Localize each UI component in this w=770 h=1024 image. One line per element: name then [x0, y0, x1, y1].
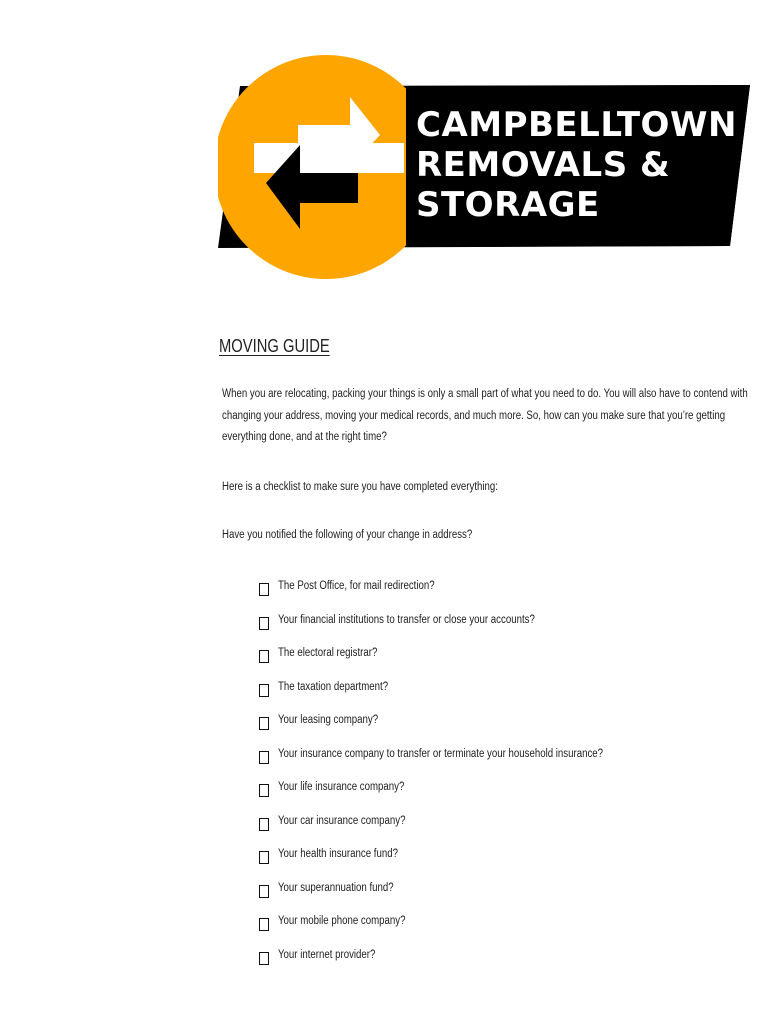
- intro-line: When you are relocating, packing your things is only a small part of what you need to do. You will also have to contend with: [222, 388, 748, 400]
- checkbox[interactable]: [259, 784, 269, 797]
- checklist-label: Your car insurance company?: [278, 814, 406, 827]
- address-question: Have you notified the following of your change in address?: [222, 529, 473, 541]
- logo-line-1: CAMPBELLTOWN: [416, 105, 737, 145]
- checkbox[interactable]: [259, 885, 269, 898]
- checklist-item: [259, 845, 665, 879]
- checkbox[interactable]: [259, 583, 269, 596]
- intro-line: changing your address, moving your medical records, and much more. So, how can you make sure that you’re getting: [222, 409, 726, 422]
- intro-paragraph: [222, 384, 748, 449]
- checkbox[interactable]: [259, 650, 269, 663]
- checklist-label: Your superannuation fund?: [278, 881, 394, 894]
- logo-text: [416, 105, 737, 225]
- checkbox[interactable]: [259, 684, 269, 697]
- checkbox[interactable]: [259, 818, 269, 831]
- logo-line-2: REMOVALS &: [416, 145, 671, 185]
- checkbox[interactable]: [259, 751, 269, 764]
- logo-stripe: [254, 143, 404, 173]
- checklist-label: Your leasing company?: [278, 714, 379, 726]
- checkbox[interactable]: [259, 851, 269, 864]
- checklist-item: [259, 879, 665, 913]
- company-logo: [218, 55, 750, 281]
- checkbox[interactable]: [259, 952, 269, 965]
- address-checklist: [259, 577, 665, 979]
- checklist-label: The electoral registrar?: [278, 647, 378, 659]
- checklist-item: [259, 611, 665, 645]
- checklist-label: Your health insurance fund?: [278, 848, 398, 860]
- checklist-item: [259, 778, 665, 812]
- intro-line: everything done, and at the right time?: [222, 431, 387, 443]
- checklist-item: [259, 912, 665, 946]
- checklist-label: The Post Office, for mail redirection?: [278, 580, 435, 592]
- checkbox[interactable]: [259, 918, 269, 931]
- checklist-label: Your mobile phone company?: [278, 915, 406, 927]
- logo-line-3: STORAGE: [416, 185, 600, 225]
- checklist-item: [259, 812, 665, 846]
- checklist-label: Your internet provider?: [278, 948, 376, 961]
- checklist-item: [259, 577, 665, 611]
- checklist-label: Your life insurance company?: [278, 781, 405, 793]
- checklist-intro: Here is a checklist to make sure you have completed everything:: [222, 481, 498, 493]
- checklist-label: The taxation department?: [278, 680, 389, 693]
- checkbox[interactable]: [259, 717, 269, 730]
- checklist-item: [259, 745, 665, 779]
- checklist-item: [259, 946, 665, 980]
- checklist-item: [259, 678, 665, 712]
- checklist-item: [259, 644, 665, 678]
- page-title: MOVING GUIDE: [219, 336, 330, 356]
- checklist-item: [259, 711, 665, 745]
- checklist-label: Your financial institutions to transfer or close your accounts?: [278, 613, 535, 626]
- checkbox[interactable]: [259, 617, 269, 630]
- checklist-label: Your insurance company to transfer or terminate your household insurance?: [278, 747, 604, 760]
